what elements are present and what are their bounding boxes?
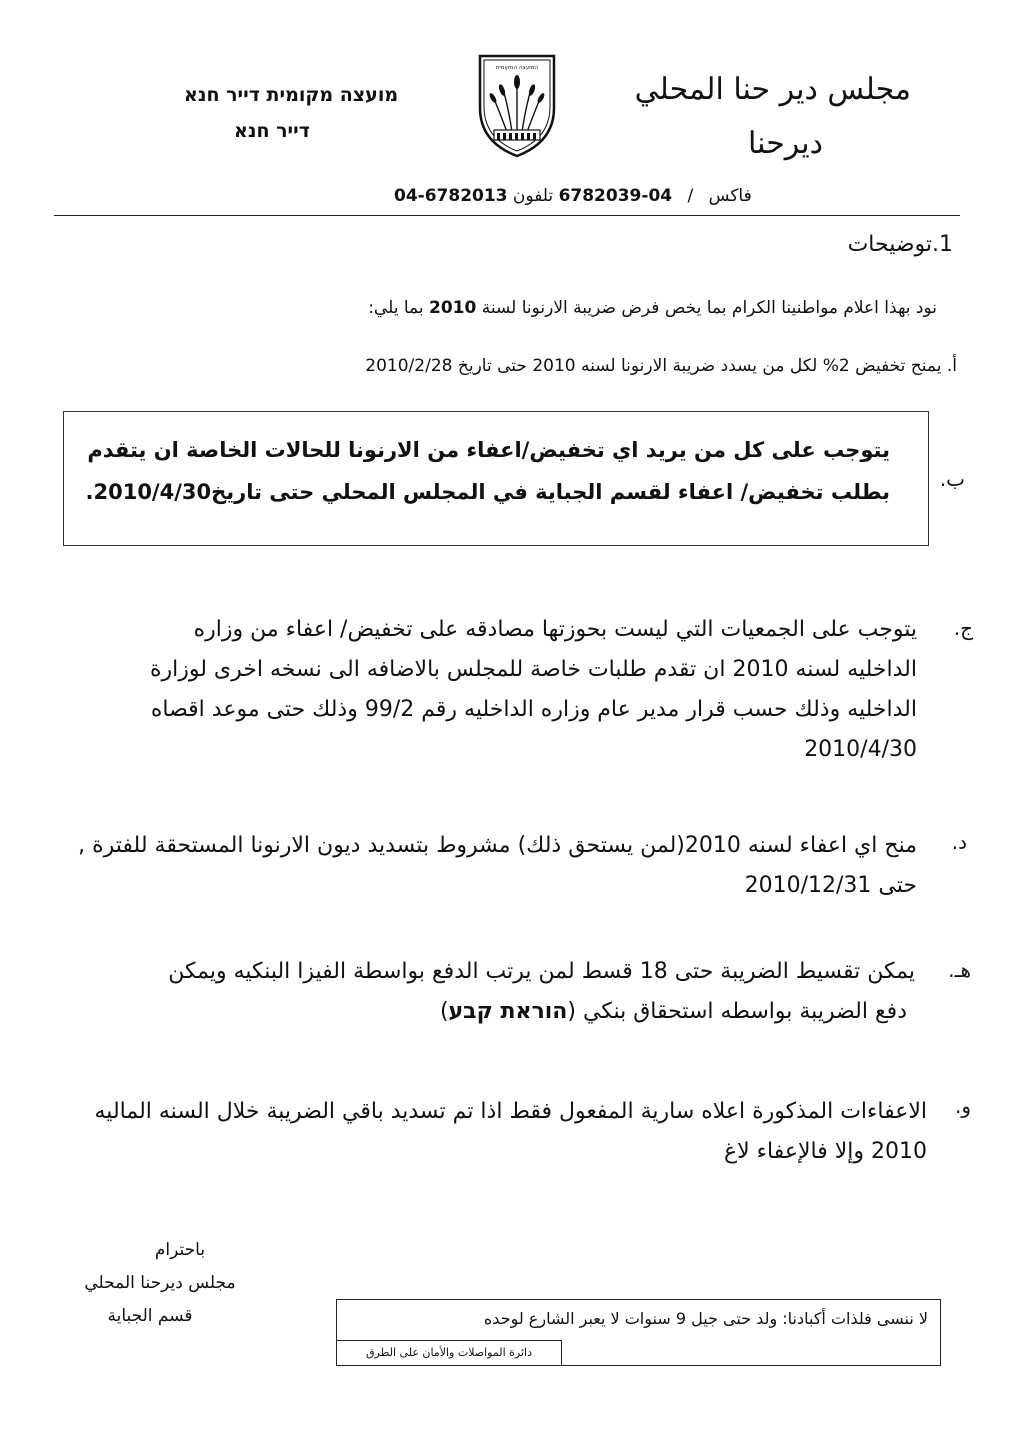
fax-label: فاكس [708,186,752,206]
item-c-line-3: الداخليه وذلك حسب قرار مدير عام وزاره الداخليه رقم 99/2 وذلك حتى موعد اقصاه [150,697,917,722]
signoff-department: قسم الجباية [107,1306,193,1326]
footer-department: دائرة المواصلات والأمان على الطرق [366,1346,532,1359]
item-b-line-2: بطلب تخفيض/ اعفاء لقسم الجباية في المجلس المحلي حتى تاريخ2010/4/30. [85,480,890,504]
item-f-marker: و. [954,1094,971,1118]
header-divider [54,215,960,216]
item-e-text [115,952,915,1032]
item-a [365,356,957,376]
footer-safety-box [336,1299,941,1366]
item-e-line-1: يمكن تقسيط الضريبة حتى 18 قسط لمن يرتب الدفع بواسطة الفيزا البنكيه ويمكن [168,959,915,984]
item-c-line-1: يتوجب على الجمعيات التي ليست بحوزتها مصادقه على تخفيض/ اعفاء من وزاره [193,617,917,642]
footer-slogan: لا ننسى فلذات أكبادنا: ولد حتى جيل 9 سنوات لا يعبر الشارع لوحده [483,1309,928,1328]
hebrew-town-name: דייר חנא [234,120,310,142]
item-b-line-1: يتوجب على كل من يريد اي تخفيض/اعفاء من الارنونا للحالات الخاصة ان يتقدم [87,438,890,462]
item-e-marker: هـ. [948,958,971,982]
item-d-line-1: منح اي اعفاء لسنه 2010(لمن يستحق ذلك) مشروط بتسديد ديون الارنونا المستحقة للفترة , [78,833,917,858]
item-f-line-2: 2010 وإلا فالإعفاء لاغ [723,1139,927,1164]
item-c-marker: ج. [953,616,973,640]
signoff-council: مجلس ديرحنا المحلي [84,1273,236,1293]
intro-tail: بما يلي: [368,298,424,318]
council-emblem [472,50,562,160]
phone-label: تلفون [512,186,554,206]
hebrew-council-name: מועצה מקומית דייר חנא [184,84,399,106]
item-f-text [47,1092,927,1172]
fax-number: 04-6782013 [394,186,508,206]
arabic-council-name: مجلس دير حنا المحلي [634,72,911,107]
item-a-marker: أ. [946,356,957,376]
item-e-hebrew-term: הוראת קבע [448,999,568,1024]
item-c-text [97,610,917,770]
item-d-line-2: حتى 2010/12/31 [744,873,917,898]
signoff [70,1240,250,1326]
item-c-line-2: الداخليه لسنه 2010 ان تقدم طلبات خاصة للمجلس بالاضافه الى نسخه اخرى لوزارة [149,657,917,682]
item-e-line-2 [115,992,907,1032]
arabic-town-name: ديرحنا [748,126,823,161]
section-title: 1.توضيحات [847,232,953,257]
item-e-close-paren: ) [439,999,449,1024]
item-b-marker: ب. [939,467,965,491]
intro-body: نود بهذا اعلام مواطنينا الكرام بما يخص فرض ضريبة الارنونا لسنة [481,298,937,318]
item-c-line-4: 2010/4/30 [804,737,917,762]
intro-year: 2010 [429,298,477,318]
item-d-marker: د. [951,830,967,854]
item-b-box [63,411,929,546]
item-f-line-1: الاعفاءات المذكورة اعلاه سارية المفعول فقط اذا تم تسديد باقي الضريبة خلال السنه الماليه [94,1099,927,1124]
footer-department-cell [337,1340,562,1365]
signoff-regards: باحترام [154,1240,206,1260]
item-e-line-2-text: دفع الضريبة بواسطه استحقاق بنكي ( [567,999,907,1024]
intro-text [368,298,937,318]
contact-separator: / [687,186,694,206]
item-a-text: يمنح تخفيض 2% لكل من يسدد ضريبة الارنونا لسنه 2010 حتى تاريخ 2010/2/28 [365,356,942,376]
item-d-text [47,826,917,906]
phone-number: 04-6782039 [558,186,673,206]
contact-line [394,186,752,206]
svg-text:המועצה המקומית: המועצה המקומית [495,65,539,71]
